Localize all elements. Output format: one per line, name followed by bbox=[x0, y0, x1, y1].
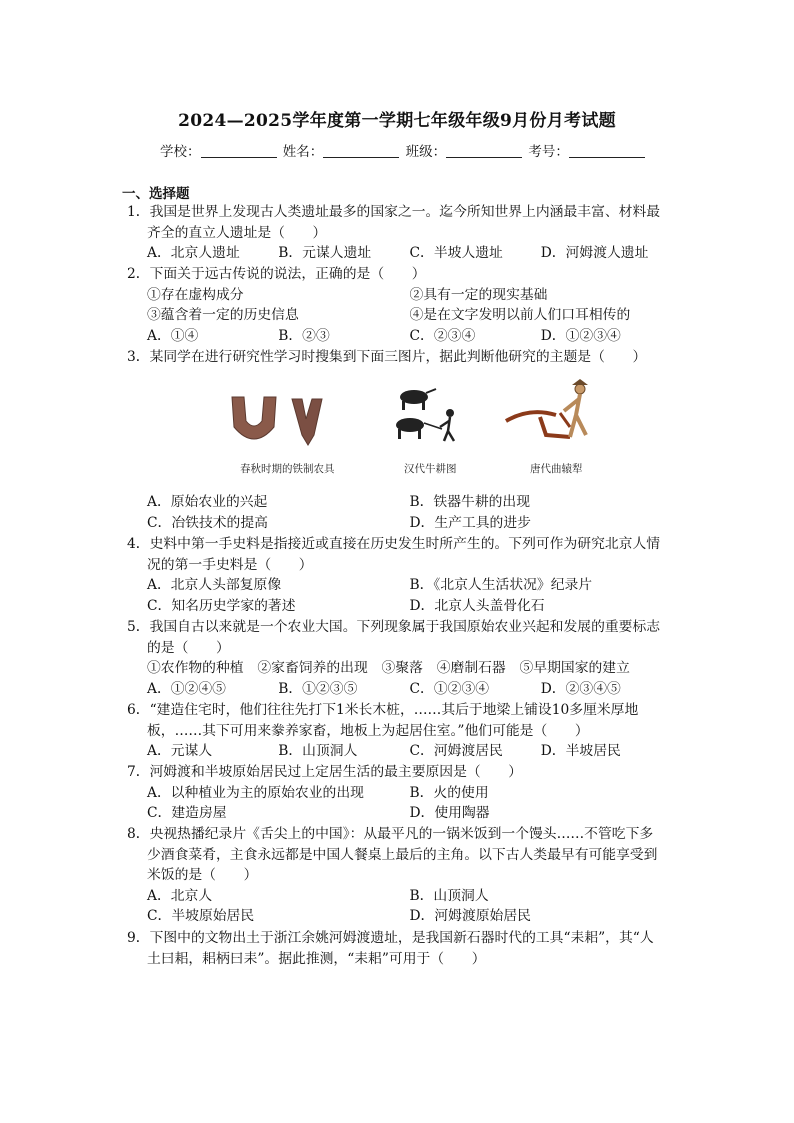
exam-number-blank[interactable] bbox=[569, 144, 645, 158]
question-stem-line: 1．我国是世界上发现古人类遗址最多的国家之一。迄今所知世界上内涵最丰富、材料最 bbox=[127, 204, 661, 220]
option-c[interactable]: C．河姆渡居民 bbox=[409, 743, 503, 760]
question-stem-line: 米饭的是（ ） bbox=[147, 867, 258, 884]
figure-caption: 春秋时期的铁制农具 bbox=[240, 463, 335, 475]
option-a[interactable]: A．元谋人 bbox=[147, 743, 213, 760]
option-d[interactable]: D．②③④⑤ bbox=[540, 680, 621, 697]
option-d[interactable]: D．半坡居民 bbox=[540, 743, 621, 760]
statement-item: ③蕴含着一定的历史信息 bbox=[147, 307, 299, 324]
figure-caption: 唐代曲辕犁 bbox=[530, 463, 583, 475]
option-b[interactable]: B．元谋人遗址 bbox=[278, 245, 372, 262]
option-b[interactable]: B．①②③⑤ bbox=[278, 680, 358, 697]
option-a[interactable]: A．北京人遗址 bbox=[147, 245, 240, 262]
statement-item: ②具有一定的现实基础 bbox=[409, 286, 548, 303]
page-title: 2024—2025学年度第一学期七年级年级9月份月考试题 bbox=[178, 111, 616, 131]
option-a[interactable]: A．以种植业为主的原始农业的出现 bbox=[147, 784, 364, 801]
name-blank[interactable] bbox=[323, 144, 399, 158]
figure-caption: 汉代牛耕图 bbox=[404, 463, 457, 475]
statement-item: ①存在虚构成分 bbox=[147, 286, 244, 303]
question-stem-line: 3．某同学在进行研究性学习时搜集到下面三图片，据此判断他研究的主题是（ ） bbox=[127, 349, 647, 365]
statement-item: ④是在文字发明以前人们口耳相传的 bbox=[409, 307, 631, 324]
option-c[interactable]: C．①②③④ bbox=[409, 680, 490, 697]
question-8 bbox=[127, 824, 672, 927]
option-b[interactable]: B．山顶洞人 bbox=[278, 743, 358, 760]
option-d[interactable]: D．使用陶器 bbox=[409, 805, 490, 822]
option-c[interactable]: C．半坡人遗址 bbox=[409, 245, 503, 262]
question-3 bbox=[127, 347, 672, 368]
name-label: 姓名： bbox=[282, 144, 324, 160]
section-heading: 一、选择题 bbox=[122, 186, 190, 202]
figure-strip bbox=[228, 383, 608, 483]
option-d[interactable]: D．河姆渡原始居民 bbox=[409, 908, 531, 925]
option-a[interactable]: A．①④ bbox=[147, 327, 199, 344]
option-c[interactable]: C．半坡原始居民 bbox=[147, 908, 255, 925]
option-c[interactable]: C．知名历史学家的著述 bbox=[147, 597, 296, 614]
option-b[interactable]: B．山顶洞人 bbox=[409, 887, 489, 904]
question-stem-line: 土曰耜，耜柄曰耒”。据此推测，“耒耜”可用于（ ） bbox=[147, 950, 486, 967]
tang-curved-plow-image bbox=[500, 377, 600, 447]
option-d[interactable]: D．①②③④ bbox=[540, 327, 621, 344]
option-a[interactable]: A．北京人头部复原像 bbox=[147, 577, 282, 594]
option-d[interactable]: D．生产工具的进步 bbox=[409, 514, 531, 531]
statement-items-line: ①农作物的种植 ②家畜饲养的出现 ③聚落 ④磨制石器 ⑤早期国家的建立 bbox=[147, 660, 630, 677]
option-c[interactable]: C．建造房屋 bbox=[147, 805, 227, 822]
question-3-options bbox=[127, 492, 672, 533]
question-stem-line: 6．“建造住宅时，他们往往先打下1米长木桩，……其后于地梁上铺设10多厘米厚地 bbox=[127, 702, 639, 718]
question-stem-line: 2．下面关于远古传说的说法，正确的是（ ） bbox=[127, 266, 426, 282]
student-info-line bbox=[160, 140, 647, 160]
han-ox-plowing-image bbox=[386, 383, 466, 453]
option-a[interactable]: A．原始农业的兴起 bbox=[147, 494, 268, 510]
option-a[interactable]: A．北京人 bbox=[147, 887, 213, 904]
school-blank[interactable] bbox=[201, 144, 277, 158]
option-a[interactable]: A．①②④⑤ bbox=[147, 680, 226, 697]
question-stem-line: 4．史料中第一手史料是指接近或直接在历史发生时所产生的。下列可作为研究北京人情 bbox=[127, 536, 661, 552]
question-stem-line: 齐全的直立人遗址是（ ） bbox=[147, 224, 327, 241]
option-b[interactable]: B．火的使用 bbox=[409, 784, 489, 801]
option-d[interactable]: D．北京人头盖骨化石 bbox=[409, 597, 545, 614]
question-stem-line: 况的第一手史料是（ ） bbox=[147, 556, 313, 573]
question-stem-line: 5．我国自古以来就是一个农业大国。下列现象属于我国原始农业兴起和发展的重要标志 bbox=[127, 619, 661, 635]
option-b[interactable]: B．铁器牛耕的出现 bbox=[409, 494, 531, 510]
question-9 bbox=[127, 928, 672, 969]
exam-number-label: 考号： bbox=[528, 144, 569, 160]
option-b[interactable]: B．②③ bbox=[278, 327, 330, 344]
question-4 bbox=[127, 534, 672, 616]
question-7 bbox=[127, 762, 672, 824]
question-6 bbox=[127, 700, 672, 762]
question-stem-line: 9．下图中的文物出土于浙江余姚河姆渡遗址，是我国新石器时代的工具“耒耜”，其“人 bbox=[127, 930, 654, 946]
question-stem-line: 7．河姆渡和半坡原始居民过上定居生活的最主要原因是（ ） bbox=[127, 764, 523, 780]
option-d[interactable]: D．河姆渡人遗址 bbox=[540, 245, 649, 262]
class-blank[interactable] bbox=[446, 144, 522, 158]
iron-farm-tools-image bbox=[228, 391, 338, 447]
question-stem-line: 板，……其下可用来豢养家畜，地板上为起居住室。”他们可能是（ ） bbox=[147, 722, 589, 739]
question-stem-line: 的是（ ） bbox=[147, 639, 230, 656]
question-5 bbox=[127, 617, 672, 699]
school-label: 学校： bbox=[160, 144, 201, 160]
option-c[interactable]: C．②③④ bbox=[409, 327, 476, 344]
class-label: 班级： bbox=[405, 144, 447, 160]
option-c[interactable]: C．冶铁技术的提高 bbox=[147, 514, 268, 531]
question-2 bbox=[127, 264, 672, 346]
question-stem-line: 8．央视热播纪录片《舌尖上的中国》：从最平凡的一锅米饭到一个馒头……不管吃下多 bbox=[127, 826, 654, 842]
question-1 bbox=[127, 202, 672, 264]
question-stem-line: 少酒食菜肴，主食永远都是中国人餐桌上最后的主角。以下古人类最早有可能享受到 bbox=[147, 846, 658, 863]
option-b[interactable]: B．《北京人生活状况》纪录片 bbox=[409, 577, 593, 594]
